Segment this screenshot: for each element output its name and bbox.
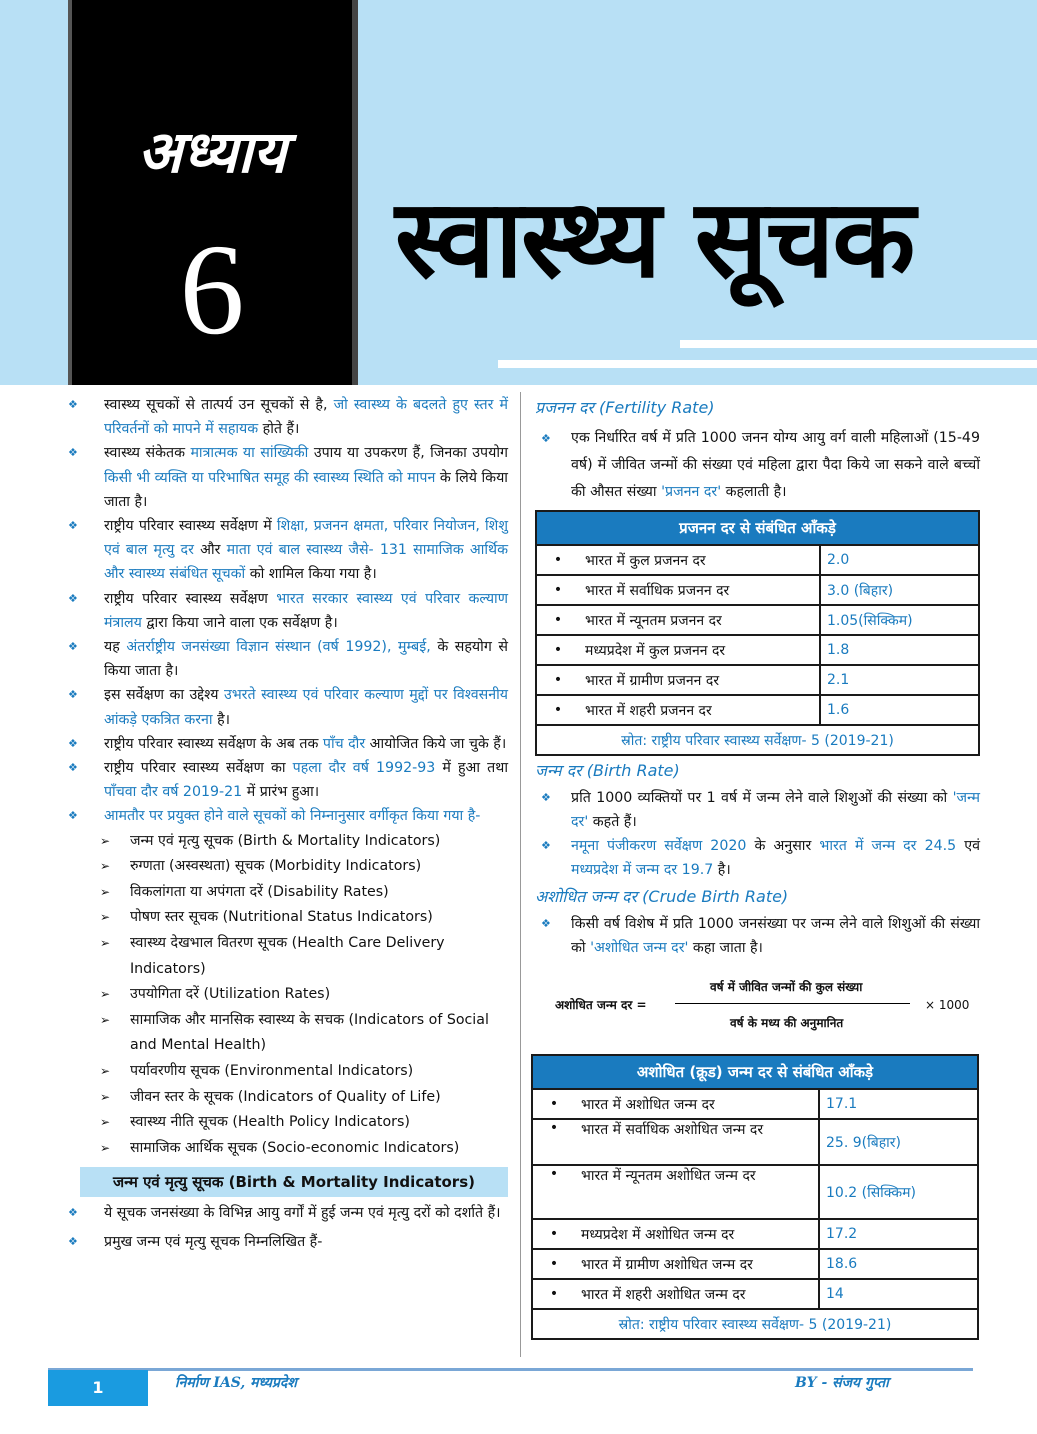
- crude-birth-rate-table: [531, 1054, 979, 1340]
- fertility-table: [535, 510, 980, 756]
- table-title: प्रजनन दर से संबंधित आँकड़े: [536, 511, 979, 545]
- table-row: • भारत में अशोधित जन्म दर 17.1: [532, 1089, 978, 1119]
- list-item: ➢ पर्यावरणीय सूचक (Environmental Indicators): [68, 1059, 508, 1085]
- bullet-nfhs-years: ❖ राष्ट्रीय परिवार स्वास्थ्य सर्वेक्षण का पहला दौर वर्ष 1992-93 में हुआ तथा पाँचवा दौर वर्ष 2019-21 में प्रारंभ हुआ।: [68, 756, 508, 804]
- formula-multiplier: × 1000: [925, 998, 970, 1012]
- footer-publisher: निर्माण IAS, मध्यप्रदेश: [175, 1375, 297, 1391]
- list-item: ➢ जीवन स्तर के सूचक (Indicators of Quality of Life): [68, 1085, 508, 1111]
- formula-lhs: अशोधित जन्म दर =: [555, 998, 647, 1012]
- chapter-box: [68, 0, 358, 385]
- table-row: • भारत में कुल प्रजनन दर 2.0: [536, 545, 979, 575]
- table-row: • भारत में शहरी प्रजनन दर 1.6: [536, 695, 979, 725]
- bullet-nfhs-rounds: ❖ राष्ट्रीय परिवार स्वास्थ्य सर्वेक्षण के अब तक पाँच दौर आयोजित किये जा चुके हैं।: [68, 732, 508, 756]
- table-source: स्रोत: राष्ट्रीय परिवार स्वास्थ्य सर्वेक्षण- 5 (2019-21): [536, 725, 979, 755]
- birth-rate-definition: ❖ प्रति 1000 व्यक्तियों पर 1 वर्ष में जन्म लेने वाले शिशुओं की संख्या को 'जन्म दर' कहते हैं।: [535, 786, 980, 834]
- column-divider: [520, 392, 521, 1357]
- table-row: • भारत में ग्रामीण अशोधित जन्म दर 18.6: [532, 1249, 978, 1279]
- bullet-nfhs-ministry: ❖ राष्ट्रीय परिवार स्वास्थ्य सर्वेक्षण भारत सरकार स्वास्थ्य एवं परिवार कल्याण मंत्रालय द्वारा किया जाने वाला एक सर्वेक्षण है।: [68, 587, 508, 635]
- list-item: ➢ उपयोगिता दरें (Utilization Rates): [68, 982, 508, 1008]
- chapter-label: अध्याय: [137, 118, 287, 186]
- table-row: • भारत में शहरी अशोधित जन्म दर 14: [532, 1279, 978, 1309]
- table-row: • भारत में सर्वाधिक अशोधित जन्म दर 25. 9(बिहार): [532, 1119, 978, 1165]
- bullet-classification: ❖ आमतौर पर प्रयुक्त होने वाले सूचकों को निम्नानुसार वर्गीकृत किया गया है-: [68, 804, 508, 828]
- bullet-birth-mortality-list: ❖ प्रमुख जन्म एवं मृत्यु सूचक निम्नलिखित हैं-: [68, 1230, 508, 1254]
- table-row: • मध्यप्रदेश में कुल प्रजनन दर 1.8: [536, 635, 979, 665]
- page-number: 1: [48, 1370, 148, 1406]
- bullet-nfhs-scope: ❖ राष्ट्रीय परिवार स्वास्थ्य सर्वेक्षण में शिक्षा, प्रजनन क्षमता, परिवार नियोजन, शिशु एवं बाल मृत्यु दर और माता एवं बाल स्वास्थ्य जैसे- 131 सामाजिक आर्थिक और स्वास्थ्य संबंधित सूचकों को शामिल किया गया है।: [68, 514, 508, 587]
- list-item: ➢ सामाजिक और मानसिक स्वास्थ्य के सचक (Indicators of Social and Mental Health): [68, 1008, 508, 1059]
- footer-rule: [48, 1368, 973, 1371]
- table-row: • भारत में ग्रामीण प्रजनन दर 2.1: [536, 665, 979, 695]
- right-column: [535, 393, 980, 1340]
- table-row: • भारत में न्यूनतम अशोधित जन्म दर 10.2 (सिक्किम): [532, 1165, 978, 1219]
- list-item: ➢ पोषण स्तर सूचक (Nutritional Status Indicators): [68, 905, 508, 931]
- birth-rate-srs: ❖ नमूना पंजीकरण सर्वेक्षण 2020 के अनुसार भारत में जन्म दर 24.5 एवं मध्यप्रदेश में जन्म दर 19.7 है।: [535, 834, 980, 882]
- formula-denominator: वर्ष के मध्य की अनुमानित: [730, 1016, 844, 1030]
- bullet-birth-mortality: ❖ ये सूचक जनसंख्या के विभिन्न आयु वर्गों में हुई जन्म एवं मृत्यु दरों को दर्शाते हैं।: [68, 1201, 508, 1225]
- list-item: ➢ स्वास्थ्य नीति सूचक (Health Policy Indicators): [68, 1110, 508, 1136]
- decor-bar: [680, 340, 1037, 348]
- chapter-number: 6: [179, 218, 245, 362]
- crude-birth-rate-heading: अशोधित जन्म दर (Crude Birth Rate): [535, 887, 789, 906]
- formula-fraction-line: [675, 1003, 910, 1004]
- table-row: • मध्यप्रदेश में अशोधित जन्म दर 17.2: [532, 1219, 978, 1249]
- page-title: स्वास्थ्य सूचक: [395, 177, 914, 302]
- list-item: ➢ रुग्णता (अस्वस्थता) सूचक (Morbidity Indicators): [68, 854, 508, 880]
- table-row: • भारत में सर्वाधिक प्रजनन दर 3.0 (बिहार): [536, 575, 979, 605]
- bullet-nfhs-objective: ❖ इस सर्वेक्षण का उद्देश्य उभरते स्वास्थ्य एवं परिवार कल्याण मुद्दों पर विश्वसनीय आंकड़े एकत्रित करना है।: [68, 683, 508, 731]
- formula-numerator: वर्ष में जीवित जन्मों की कुल संख्या: [710, 980, 863, 994]
- list-item: ➢ विकलांगता या अपंगता दरें (Disability Rates): [68, 880, 508, 906]
- table-row: • भारत में न्यूनतम प्रजनन दर 1.05(सिक्किम): [536, 605, 979, 635]
- table-title: अशोधित (क्रूड) जन्म दर से संबंधित आँकड़े: [532, 1055, 978, 1089]
- bullet-nfhs-institute: ❖ यह अंतर्राष्ट्रीय जनसंख्या विज्ञान संस्थान (वर्ष 1992), मुम्बई, के सहयोग से किया जाता है।: [68, 635, 508, 683]
- bullet-indicators: ❖ स्वास्थ्य संकेतक मात्रात्मक या सांख्यिकी उपाय या उपकरण हैं, जिनका उपयोग किसी भी व्यक्ति या परिभाषित समूह की स्वास्थ्य स्थिति को मापन के लिये किया जाता है।: [68, 441, 508, 514]
- crude-birth-rate-definition: ❖ किसी वर्ष विशेष में प्रति 1000 जनसंख्या पर जन्म लेने वाले शिशुओं की संख्या को 'अशोधित जन्म दर' कहा जाता है।: [535, 912, 980, 960]
- fertility-heading: प्रजनन दर (Fertility Rate): [535, 398, 715, 417]
- fertility-definition: ❖ एक निर्धारित वर्ष में प्रति 1000 जनन योग्य आयु वर्ग वाली महिलाओं (15-49 वर्ष) में जीवित जन्मों की संख्या एवं महिला द्वारा पैदा किये जा सकने वाले बच्चों की औसत संख्या 'प्रजनन दर' कहलाती है।: [535, 425, 980, 506]
- list-item: ➢ स्वास्थ्य देखभाल वितरण सूचक (Health Care Delivery Indicators): [68, 931, 508, 982]
- list-item: ➢ सामाजिक आर्थिक सूचक (Socio-economic Indicators): [68, 1136, 508, 1162]
- left-column: [68, 393, 508, 1254]
- list-item: ➢ जन्म एवं मृत्यु सूचक (Birth & Mortality Indicators): [68, 829, 508, 855]
- birth-rate-heading: जन्म दर (Birth Rate): [535, 761, 680, 780]
- bullet-definition: ❖ स्वास्थ्य सूचकों से तात्पर्य उन सूचकों से है, जो स्वास्थ्य के बदलते हुए स्तर में परिवर्तनों को मापने में सहायक होते हैं।: [68, 393, 508, 441]
- table-source: स्रोत: राष्ट्रीय परिवार स्वास्थ्य सर्वेक्षण- 5 (2019-21): [532, 1309, 978, 1339]
- decor-bar: [498, 360, 1037, 368]
- crude-birth-rate-formula: [535, 972, 980, 1042]
- footer-author: BY - संजय गुप्ता: [795, 1375, 889, 1391]
- section-heading: जन्म एवं मृत्यु सूचक (Birth & Mortality Indicators): [80, 1167, 508, 1197]
